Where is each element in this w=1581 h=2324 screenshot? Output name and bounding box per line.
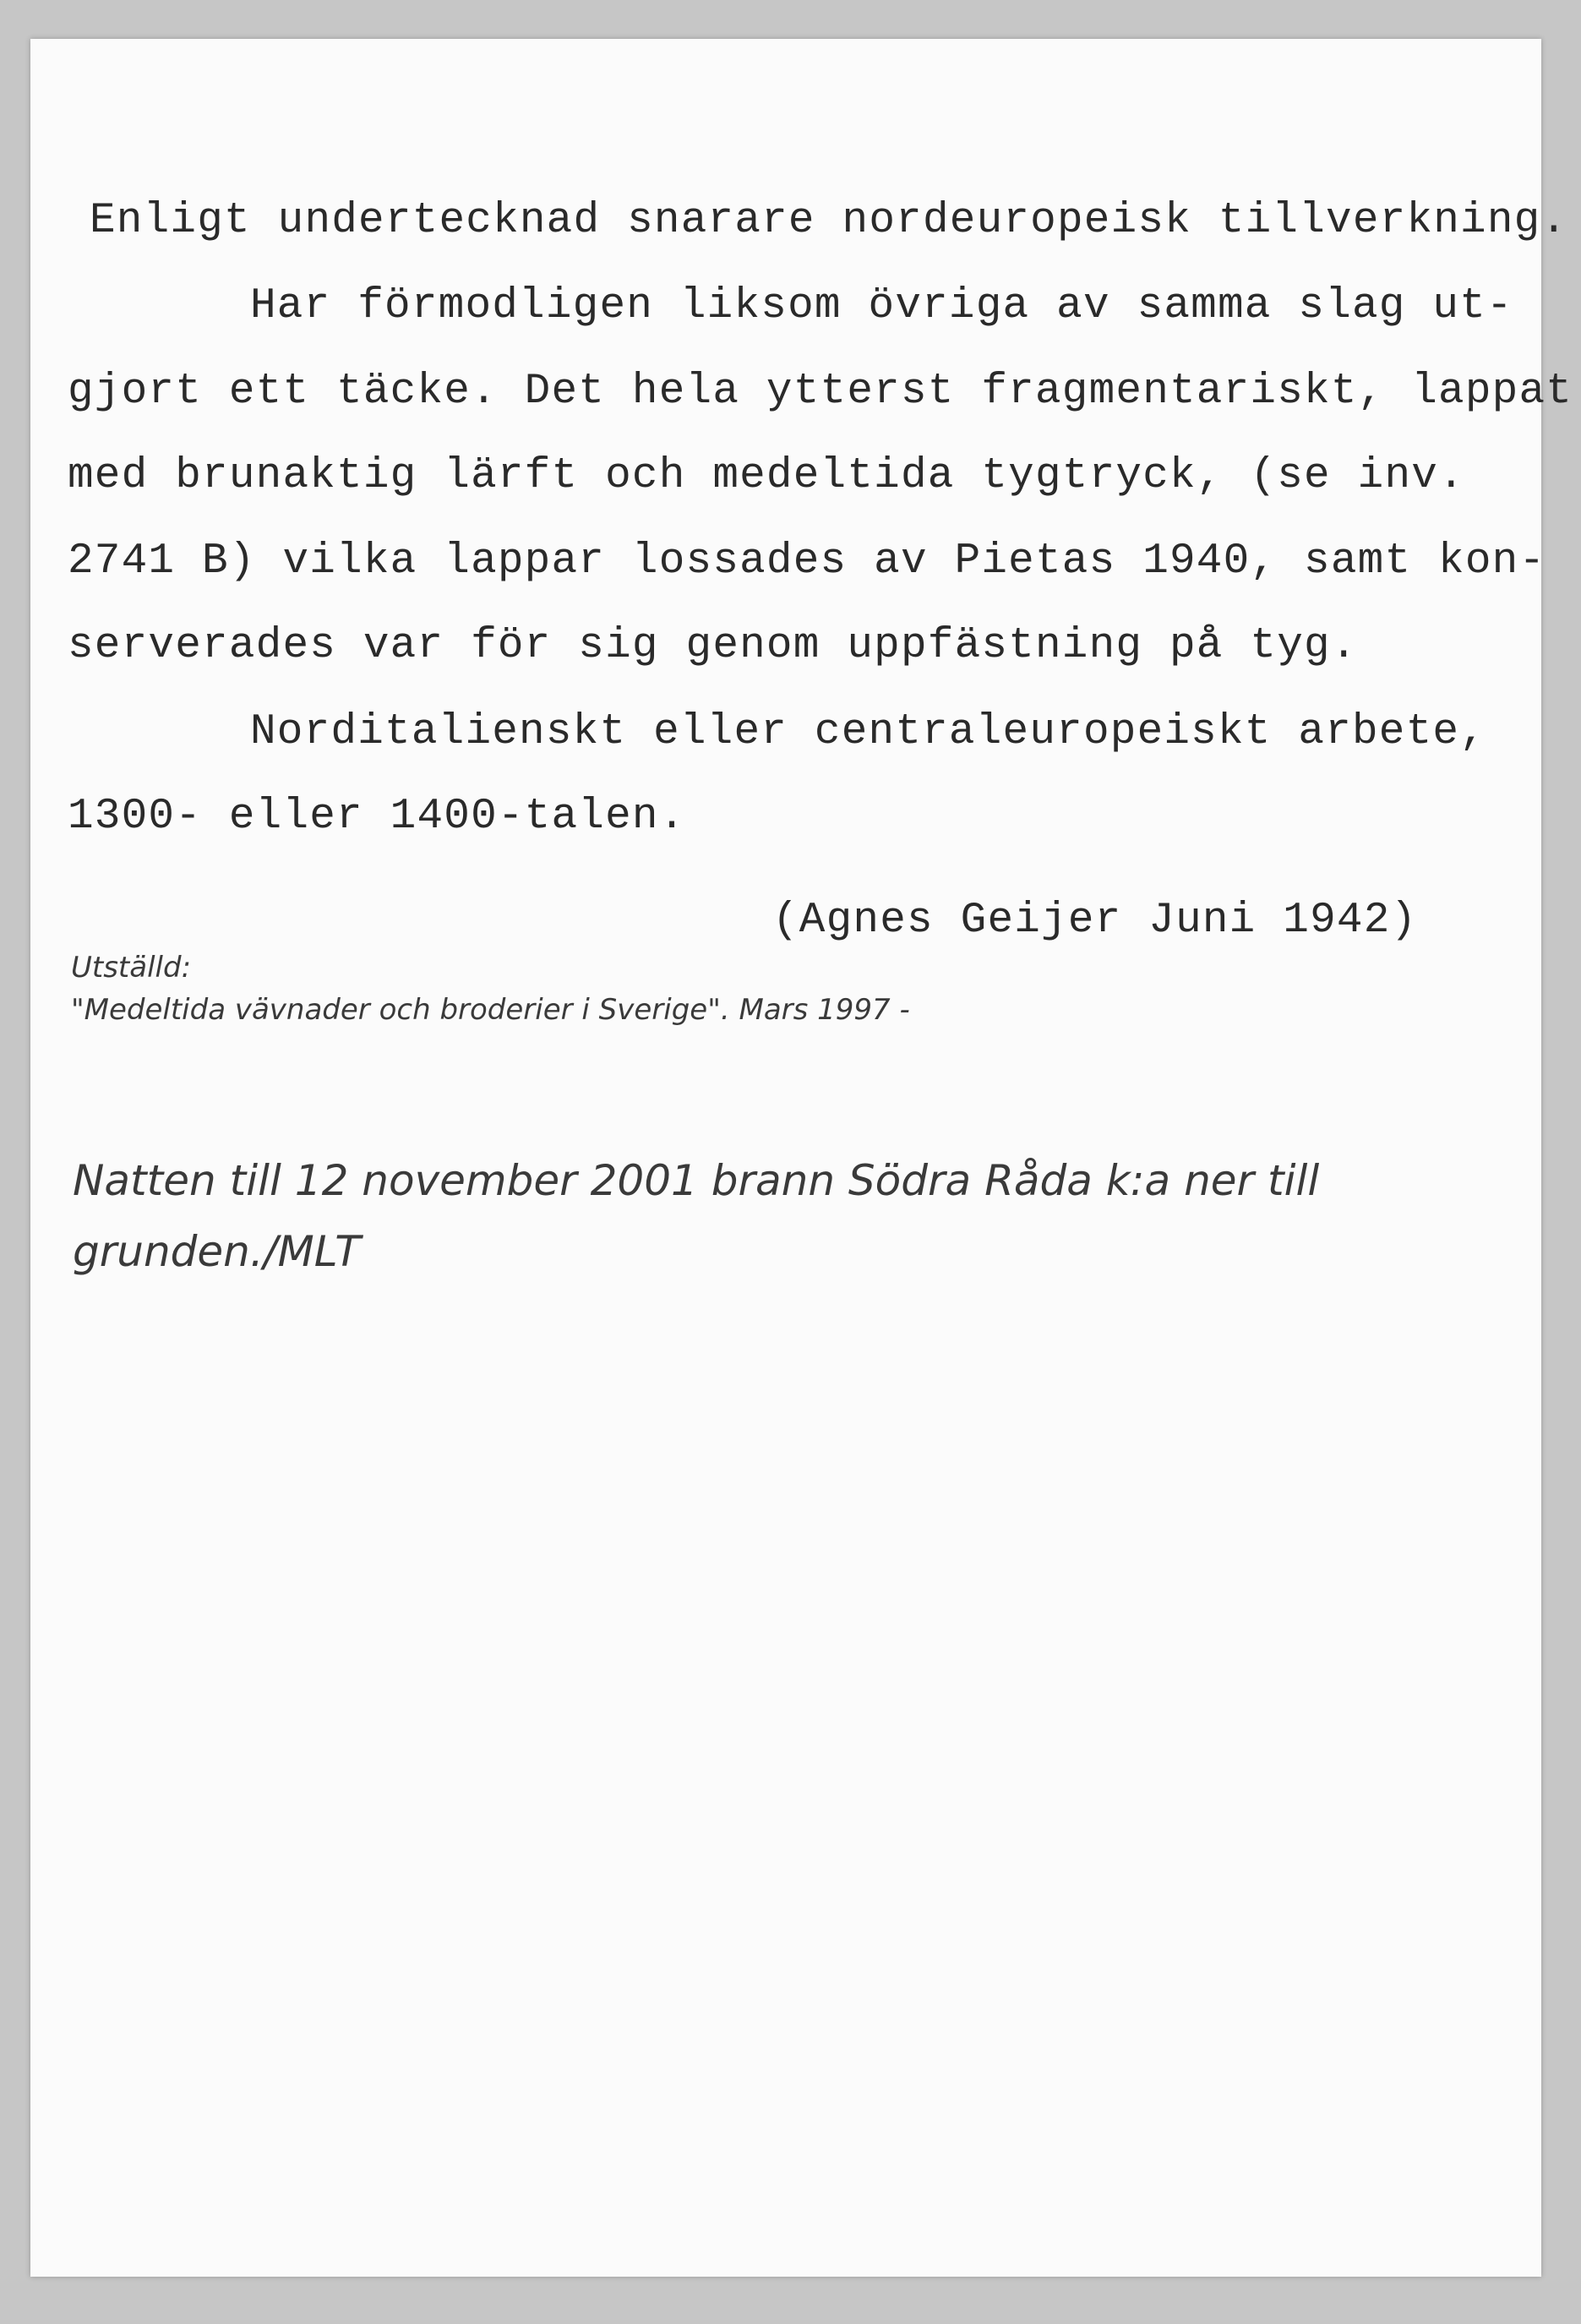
typed-line-4: med brunaktig lärft och medeltida tygtryck, (se inv. [68,452,1465,500]
archive-card [30,39,1573,2277]
typed-line-5: 2741 B) vilka lappar lossades av Pietas 1940, samt kon- [68,537,1546,586]
typed-line-8: 1300- eller 1400-talen. [68,793,686,841]
signature-line: (Agnes Geijer Juni 1942) [772,897,1418,945]
typed-line-2: Har förmodligen liksom övriga av samma slag ut- [250,282,1513,330]
handwritten-note-line-1: Natten till 12 november 2001 brann Södra Råda k:a ner till [73,1156,1320,1205]
typed-line-6: serverades var för sig genom uppfästning på tyg. [68,622,1358,670]
typed-line-1: Enligt undertecknad snarare nordeuropeisk tillverkning. [90,197,1568,245]
handwritten-exhibited-text: "Medeltida vävnader och broderier i Sverige". Mars 1997 - [71,993,910,1027]
handwritten-exhibited-label: Utställd: [71,951,192,985]
typed-line-7: Norditalienskt eller centraleuropeiskt arbete, [250,708,1487,756]
handwritten-note-line-2: grunden./MLT [73,1227,361,1276]
typed-line-3: gjort ett täcke. Det hela ytterst fragmentariskt, lappat [68,368,1573,416]
